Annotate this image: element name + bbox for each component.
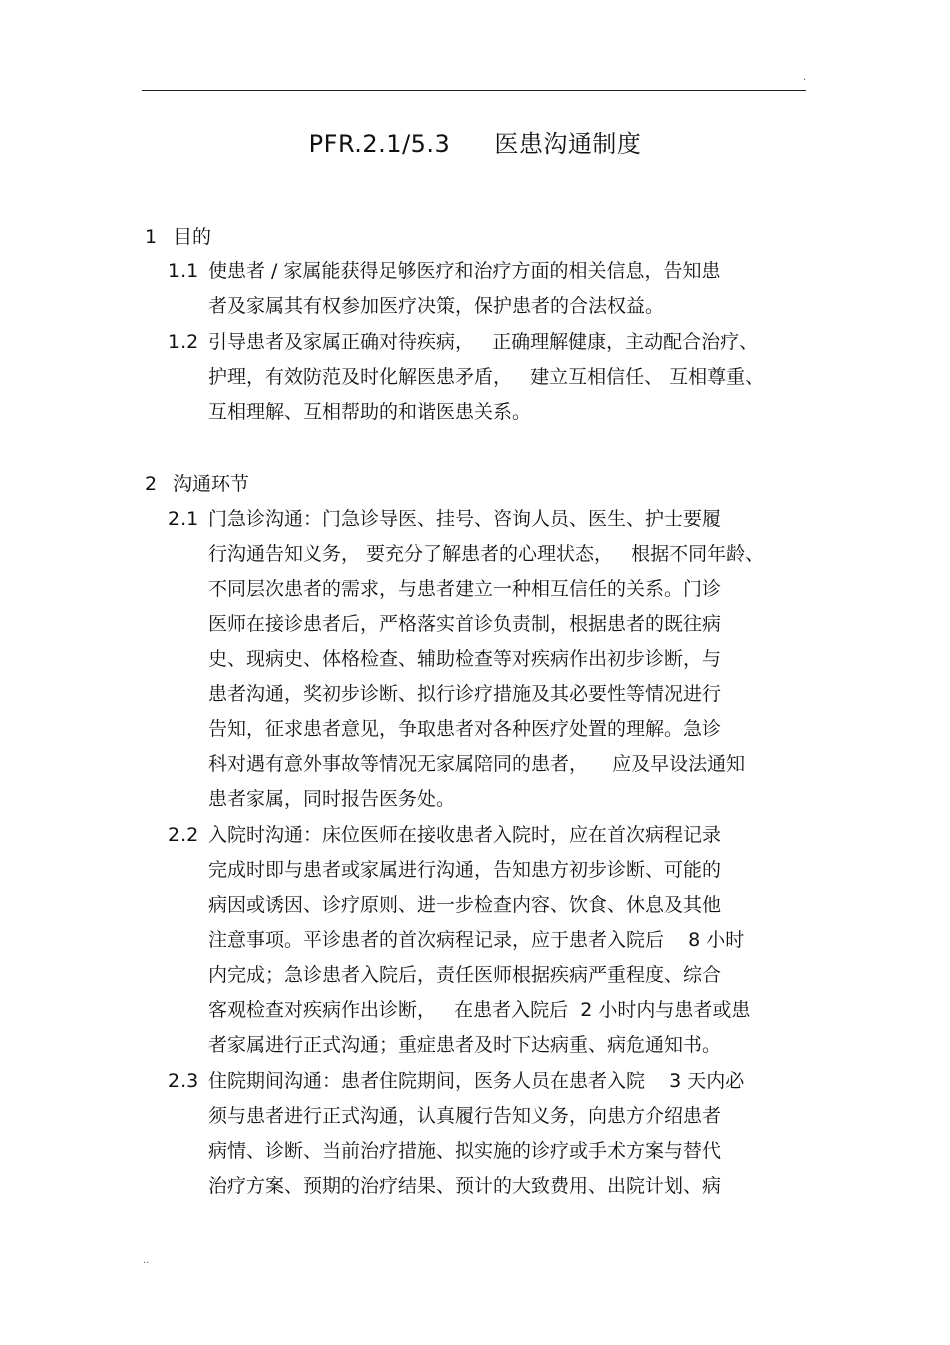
section-heading (145, 472, 249, 496)
text-line: 门急诊沟通：门急诊导医、挂号、咨询人员、医生、护士要履 (208, 508, 722, 530)
title-code: PFR.2.1/5.3 (308, 130, 451, 158)
section-number: 1 (145, 226, 158, 248)
item-number: 2.2 (168, 824, 199, 846)
text-line: 患者沟通，奖初步诊断、拟行诊疗措施及其必要性等情况进行 (208, 683, 722, 705)
text-line: 治疗方案、预期的治疗结果、预计的大致费用、出院计划、病 (208, 1175, 722, 1197)
text-line: 病因或诱因、诊疗原则、进一步检查内容、饮食、休息及其他 (208, 894, 722, 916)
text-line: 者及家属其有权参加医疗决策，保护患者的合法权益。 (208, 295, 665, 317)
text-line: 护理，有效防范及时化解医患矛盾， 建立互相信任、 互相尊重、 (208, 366, 765, 388)
item-text (208, 1064, 808, 1204)
section-heading (145, 225, 211, 249)
section-number: 2 (145, 473, 158, 495)
text-line: 不同层次患者的需求，与患者建立一种相互信任的关系。门诊 (208, 578, 722, 600)
text-line: 患者家属，同时报告医务处。 (208, 788, 456, 810)
text-line: 医师在接诊患者后，严格落实首诊负责制，根据患者的既往病 (208, 613, 722, 635)
title-name: 医患沟通制度 (494, 130, 642, 158)
section-title: 沟通环节 (173, 473, 250, 495)
text-line: 须与患者进行正式沟通，认真履行告知义务，向患方介绍患者 (208, 1105, 722, 1127)
text-line: 科对遇有意外事故等情况无家属陪同的患者， 应及早设法通知 (208, 753, 746, 775)
text-line: 行沟通告知义务， 要充分了解患者的心理状态， 根据不同年龄、 (208, 543, 765, 565)
list-item (168, 254, 808, 324)
list-item (168, 502, 808, 817)
document-title (0, 124, 950, 159)
text-line: 告知，征求患者意见，争取患者对各种医疗处置的理解。急诊 (208, 718, 722, 740)
item-number: 2.1 (168, 508, 199, 530)
text-line: 注意事项。平诊患者的首次病程记录，应于患者入院后 8 小时 (208, 929, 745, 951)
text-line: 内完成；急诊患者入院后，责任医师根据疾病严重程度、综合 (208, 964, 722, 986)
header-rule (142, 90, 806, 91)
section-title: 目的 (173, 226, 212, 248)
list-item (168, 325, 808, 430)
text-line: 使患者 / 家属能获得足够医疗和治疗方面的相关信息，告知患 (208, 260, 721, 282)
page-mark: . (803, 72, 807, 83)
item-text (208, 818, 808, 1063)
list-item (168, 818, 808, 1063)
text-line: 入院时沟通：床位医师在接收患者入院时，应在首次病程记录 (208, 824, 722, 846)
item-number: 1.2 (168, 331, 199, 353)
text-line: 病情、诊断、当前治疗措施、拟实施的诊疗或手术方案与替代 (208, 1140, 722, 1162)
text-line: 互相理解、互相帮助的和谐医患关系。 (208, 401, 532, 423)
text-line: 客观检查对疾病作出诊断， 在患者入院后 2 小时内与患者或患 (208, 999, 751, 1021)
item-text (208, 502, 808, 817)
text-line: 住院期间沟通：患者住院期间，医务人员在患者入院 3 天内必 (208, 1070, 745, 1092)
item-number: 2.3 (168, 1070, 199, 1092)
text-line: 引导患者及家属正确对待疾病， 正确理解健康，主动配合治疗、 (208, 331, 759, 353)
item-text (208, 254, 808, 324)
text-line: 史、现病史、体格检查、辅助检查等对疾病作出初步诊断，与 (208, 648, 722, 670)
list-item (168, 1064, 808, 1204)
text-line: 完成时即与患者或家属进行沟通，告知患方初步诊断、可能的 (208, 859, 722, 881)
item-number: 1.1 (168, 260, 199, 282)
item-text (208, 325, 808, 430)
footer-mark: .. (143, 1255, 150, 1266)
text-line: 者家属进行正式沟通；重症患者及时下达病重、病危通知书。 (208, 1034, 722, 1056)
